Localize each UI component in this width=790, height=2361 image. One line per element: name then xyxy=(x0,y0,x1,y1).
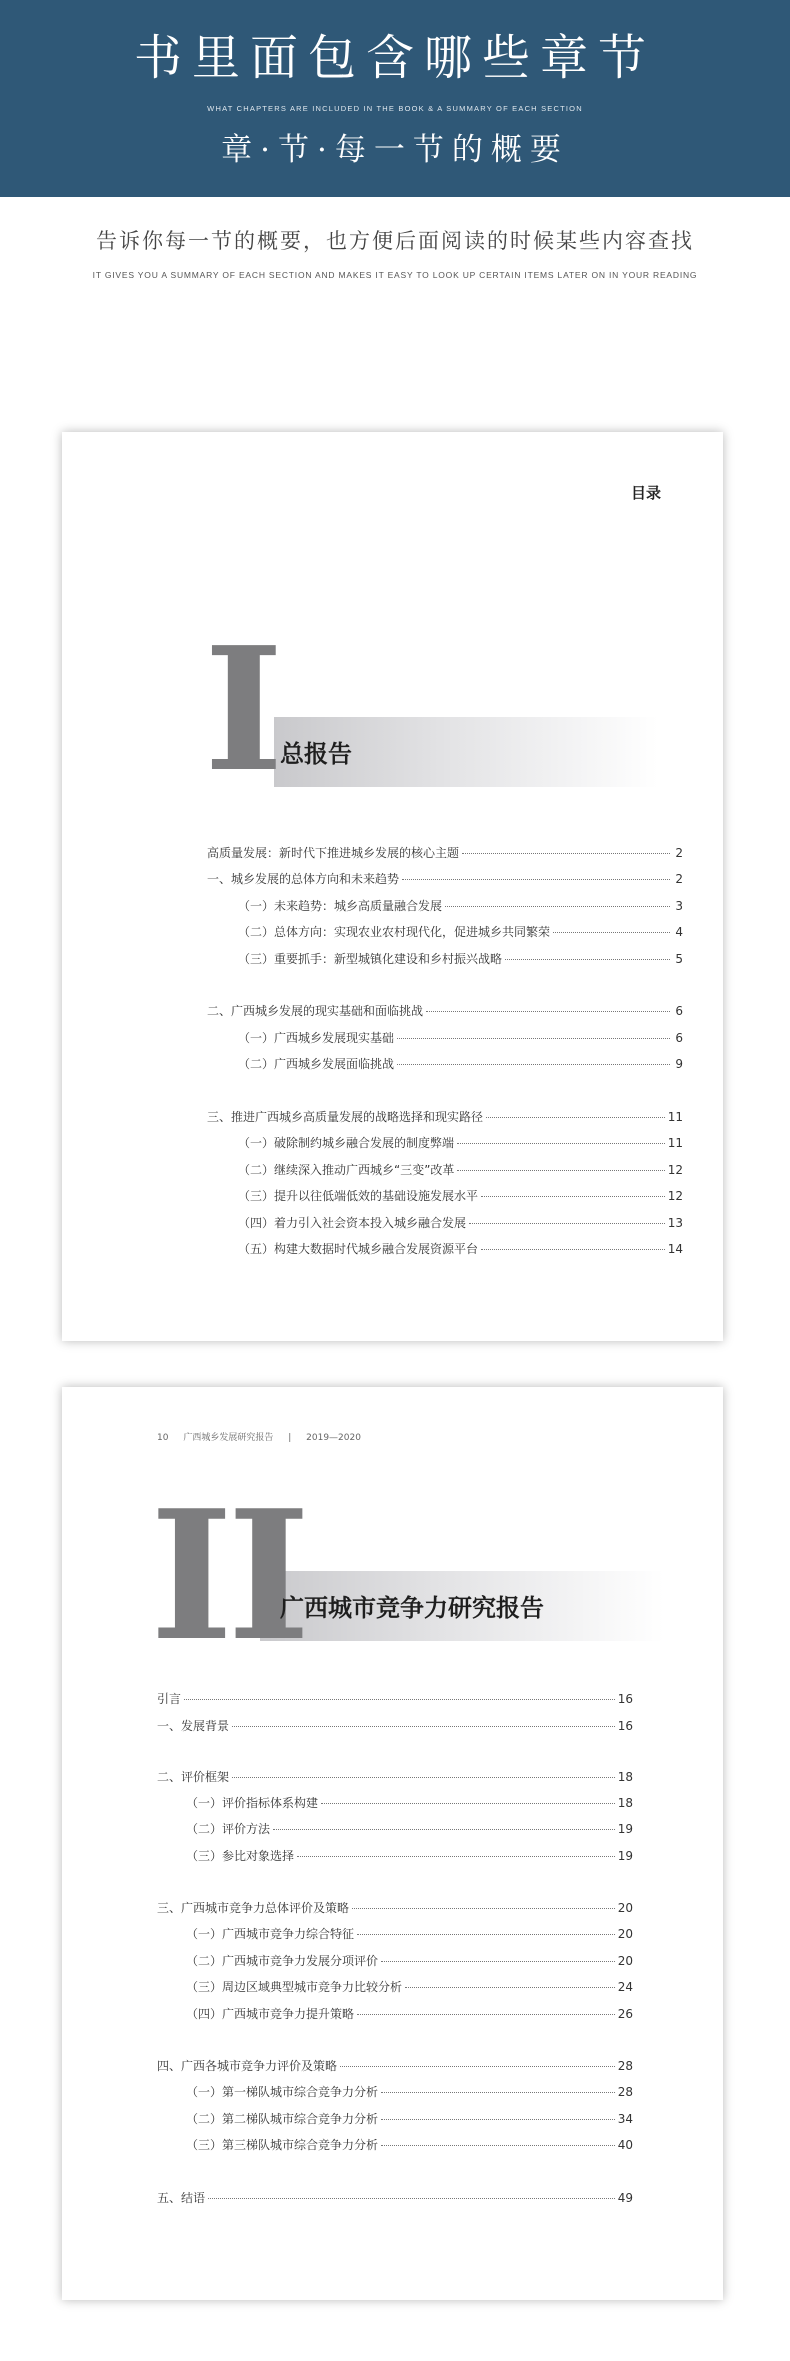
toc-entry-page: 2 xyxy=(675,872,683,886)
toc-entry xyxy=(238,1029,683,1046)
toc-entry xyxy=(207,870,683,887)
toc-entry-page: 18 xyxy=(617,1770,633,1784)
toc-leader-dots xyxy=(273,1829,615,1830)
toc-entry-title: 一、发展背景 xyxy=(157,1719,230,1733)
part-title: 广西城市竞争力研究报告 xyxy=(280,1593,544,1622)
toc-entry-page: 20 xyxy=(617,1901,633,1915)
toc-entry-title: 三、推进广西城乡高质量发展的战略选择和现实路径 xyxy=(207,1110,484,1124)
toc-entry xyxy=(238,897,683,914)
toc-leader-dots xyxy=(381,2092,615,2093)
toc-leader-dots xyxy=(397,1038,670,1039)
toc-heading: 目录 xyxy=(630,484,661,502)
toc-entry xyxy=(157,2189,633,2206)
banner-title: 书里面包含哪些章节 xyxy=(133,30,656,86)
toc-leader-dots xyxy=(357,1934,615,1935)
toc-entry xyxy=(186,2110,633,2127)
toc-entry-title: （二）第二梯队城市综合竞争力分析 xyxy=(186,2112,379,2126)
toc-entry xyxy=(238,923,683,940)
toc-entry-title: 二、广西城乡发展的现实基础和面临挑战 xyxy=(207,1004,424,1018)
toc-entry xyxy=(186,2005,633,2022)
toc-entry-title: （三）重要抓手：新型城镇化建设和乡村振兴战略 xyxy=(238,952,503,966)
toc-entry xyxy=(238,1187,683,1204)
toc-entry-title: （一）评价指标体系构建 xyxy=(186,1796,319,1810)
toc-entry-page: 3 xyxy=(675,899,683,913)
toc-leader-dots xyxy=(381,1961,615,1962)
running-head xyxy=(157,1430,373,1443)
toc-leader-dots xyxy=(297,1856,615,1857)
intro-text-cn: 告诉你每一节的概要，也方便后面阅读的时候某些内容查找 xyxy=(96,229,694,253)
toc-leader-dots xyxy=(397,1064,670,1065)
toc-entry xyxy=(157,1768,633,1785)
intro-text-en: IT GIVES YOU A SUMMARY OF EACH SECTION AND MAKES IT EASY TO LOOK UP CERTAIN ITEMS LATER ON IN YOUR READING xyxy=(92,270,698,280)
toc-entry-page: 16 xyxy=(617,1692,633,1706)
toc-leader-dots xyxy=(486,1117,665,1118)
toc-entry-page: 11 xyxy=(667,1110,683,1124)
toc-entry-page: 16 xyxy=(617,1719,633,1733)
toc-entry-page: 13 xyxy=(667,1216,683,1230)
toc-entry-title: （四）着力引入社会资本投入城乡融合发展 xyxy=(238,1216,467,1230)
toc-entry xyxy=(157,1690,633,1707)
toc-entry xyxy=(186,1794,633,1811)
toc-entry-page: 14 xyxy=(667,1242,683,1256)
toc-entry-title: （三）提升以往低端低效的基础设施发展水平 xyxy=(238,1189,479,1203)
toc-entry xyxy=(186,2136,633,2153)
toc-entry-title: （一）未来趋势：城乡高质量融合发展 xyxy=(238,899,443,913)
toc-entry xyxy=(238,1214,683,1231)
toc-entry-page: 4 xyxy=(675,925,683,939)
toc-leader-dots xyxy=(381,2119,615,2120)
toc-entry-title: 二、评价框架 xyxy=(157,1770,230,1784)
toc-entry-title: （二）继续深入推动广西城乡“三变”改革 xyxy=(238,1163,455,1177)
toc-entry xyxy=(238,1240,683,1257)
toc-entry-title: （三）第三梯队城市综合竞争力分析 xyxy=(186,2138,379,2152)
toc-entry-page: 49 xyxy=(617,2191,633,2205)
banner-subtitle-en: WHAT CHAPTERS ARE INCLUDED IN THE BOOK & A SUMMARY OF EACH SECTION xyxy=(207,104,583,113)
toc-leader-dots xyxy=(553,932,670,933)
toc-entry-page: 28 xyxy=(617,2085,633,2099)
toc-entry-page: 34 xyxy=(617,2112,633,2126)
toc-entry-page: 2 xyxy=(675,846,683,860)
toc-entry xyxy=(238,1134,683,1151)
header-banner xyxy=(0,0,790,197)
toc-entry-page: 28 xyxy=(617,2059,633,2073)
part-numeral: II xyxy=(150,1471,305,1680)
toc-entry-title: 五、结语 xyxy=(157,2191,206,2205)
toc-entry-page: 9 xyxy=(675,1057,683,1071)
toc-entry-page: 20 xyxy=(617,1954,633,1968)
toc-leader-dots xyxy=(352,1908,615,1909)
toc-entry xyxy=(238,1055,683,1072)
toc-entry-page: 19 xyxy=(617,1849,633,1863)
toc-entry xyxy=(157,1717,633,1734)
toc-entry-title: （一）广西城市竞争力综合特征 xyxy=(186,1927,355,1941)
toc-leader-dots xyxy=(462,853,670,854)
toc-entry-page: 12 xyxy=(667,1189,683,1203)
toc-entry xyxy=(186,1978,633,1995)
toc-leader-dots xyxy=(357,2014,615,2015)
toc-entry xyxy=(238,950,683,967)
toc-entry-page: 18 xyxy=(617,1796,633,1810)
toc-entry-page: 40 xyxy=(617,2138,633,2152)
toc-entry xyxy=(238,1161,683,1178)
toc-entry xyxy=(207,844,683,861)
toc-entry-title: （五）构建大数据时代城乡融合发展资源平台 xyxy=(238,1242,479,1256)
toc-entry-title: （一）广西城乡发展现实基础 xyxy=(238,1031,395,1045)
toc-entry-title: （二）广西城市竞争力发展分项评价 xyxy=(186,1954,379,1968)
toc-leader-dots xyxy=(232,1726,615,1727)
toc-entry-page: 6 xyxy=(675,1031,683,1045)
toc-leader-dots xyxy=(481,1196,665,1197)
toc-entry xyxy=(157,1899,633,1916)
toc-leader-dots xyxy=(405,1987,615,1988)
toc-entry-title: （二）广西城乡发展面临挑战 xyxy=(238,1057,395,1071)
toc-entry xyxy=(186,1847,633,1864)
toc-entry-title: 引言 xyxy=(157,1692,182,1706)
toc-leader-dots xyxy=(340,2066,615,2067)
toc-leader-dots xyxy=(457,1170,664,1171)
running-head-years: 2019—2020 xyxy=(306,1433,361,1443)
toc-entry xyxy=(207,1108,683,1125)
toc-entry xyxy=(186,1952,633,1969)
toc-entry-title: 一、城乡发展的总体方向和未来趋势 xyxy=(207,872,400,886)
toc-entry-page: 5 xyxy=(675,952,683,966)
toc-entry-title: 四、广西各城市竞争力评价及策略 xyxy=(157,2059,338,2073)
toc-leader-dots xyxy=(505,959,670,960)
toc-entry-title: （三）周边区域典型城市竞争力比较分析 xyxy=(186,1980,403,1994)
toc-leader-dots xyxy=(469,1223,665,1224)
toc-leader-dots xyxy=(402,879,670,880)
toc-entry xyxy=(186,2083,633,2100)
toc-leader-dots xyxy=(445,906,670,907)
toc-entry-page: 6 xyxy=(675,1004,683,1018)
toc-entry-title: （一）第一梯队城市综合竞争力分析 xyxy=(186,2085,379,2099)
toc-entry-page: 19 xyxy=(617,1822,633,1836)
part-numeral: I xyxy=(204,610,278,810)
toc-entry-title: （四）广西城市竞争力提升策略 xyxy=(186,2007,355,2021)
toc-entry-title: （二）总体方向：实现农业农村现代化，促进城乡共同繁荣 xyxy=(238,925,551,939)
toc-leader-dots xyxy=(232,1777,615,1778)
toc-entry-title: 三、广西城市竞争力总体评价及策略 xyxy=(157,1901,350,1915)
toc-page-1 xyxy=(62,432,723,1341)
toc-entry-page: 12 xyxy=(667,1163,683,1177)
toc-entry-page: 26 xyxy=(617,2007,633,2021)
banner-subtitle-cn: 章·节·每一节的概要 xyxy=(221,132,569,168)
toc-leader-dots xyxy=(457,1143,665,1144)
running-head-separator: | xyxy=(288,1433,292,1443)
toc-leader-dots xyxy=(381,2145,615,2146)
toc-leader-dots xyxy=(481,1249,665,1250)
toc-leader-dots xyxy=(208,2198,615,2199)
toc-entry xyxy=(207,1002,683,1019)
toc-page-2 xyxy=(62,1387,723,2300)
toc-entry xyxy=(186,1925,633,1942)
toc-entry-title: （一）破除制约城乡融合发展的制度弊端 xyxy=(238,1136,455,1150)
running-head-book-title: 广西城乡发展研究报告 xyxy=(183,1433,274,1443)
toc-entry-page: 24 xyxy=(617,1980,633,1994)
running-head-page-number: 10 xyxy=(157,1433,169,1443)
toc-entry-title: （三）参比对象选择 xyxy=(186,1849,295,1863)
toc-entry-title: （二）评价方法 xyxy=(186,1822,271,1836)
toc-entry xyxy=(186,1820,633,1837)
toc-leader-dots xyxy=(321,1803,615,1804)
part-title: 总报告 xyxy=(280,739,352,768)
toc-entry-page: 20 xyxy=(617,1927,633,1941)
toc-entry-page: 11 xyxy=(667,1136,683,1150)
toc-entry xyxy=(157,2057,633,2074)
toc-entry-title: 高质量发展：新时代下推进城乡发展的核心主题 xyxy=(207,846,460,860)
toc-leader-dots xyxy=(184,1699,615,1700)
toc-leader-dots xyxy=(426,1011,670,1012)
